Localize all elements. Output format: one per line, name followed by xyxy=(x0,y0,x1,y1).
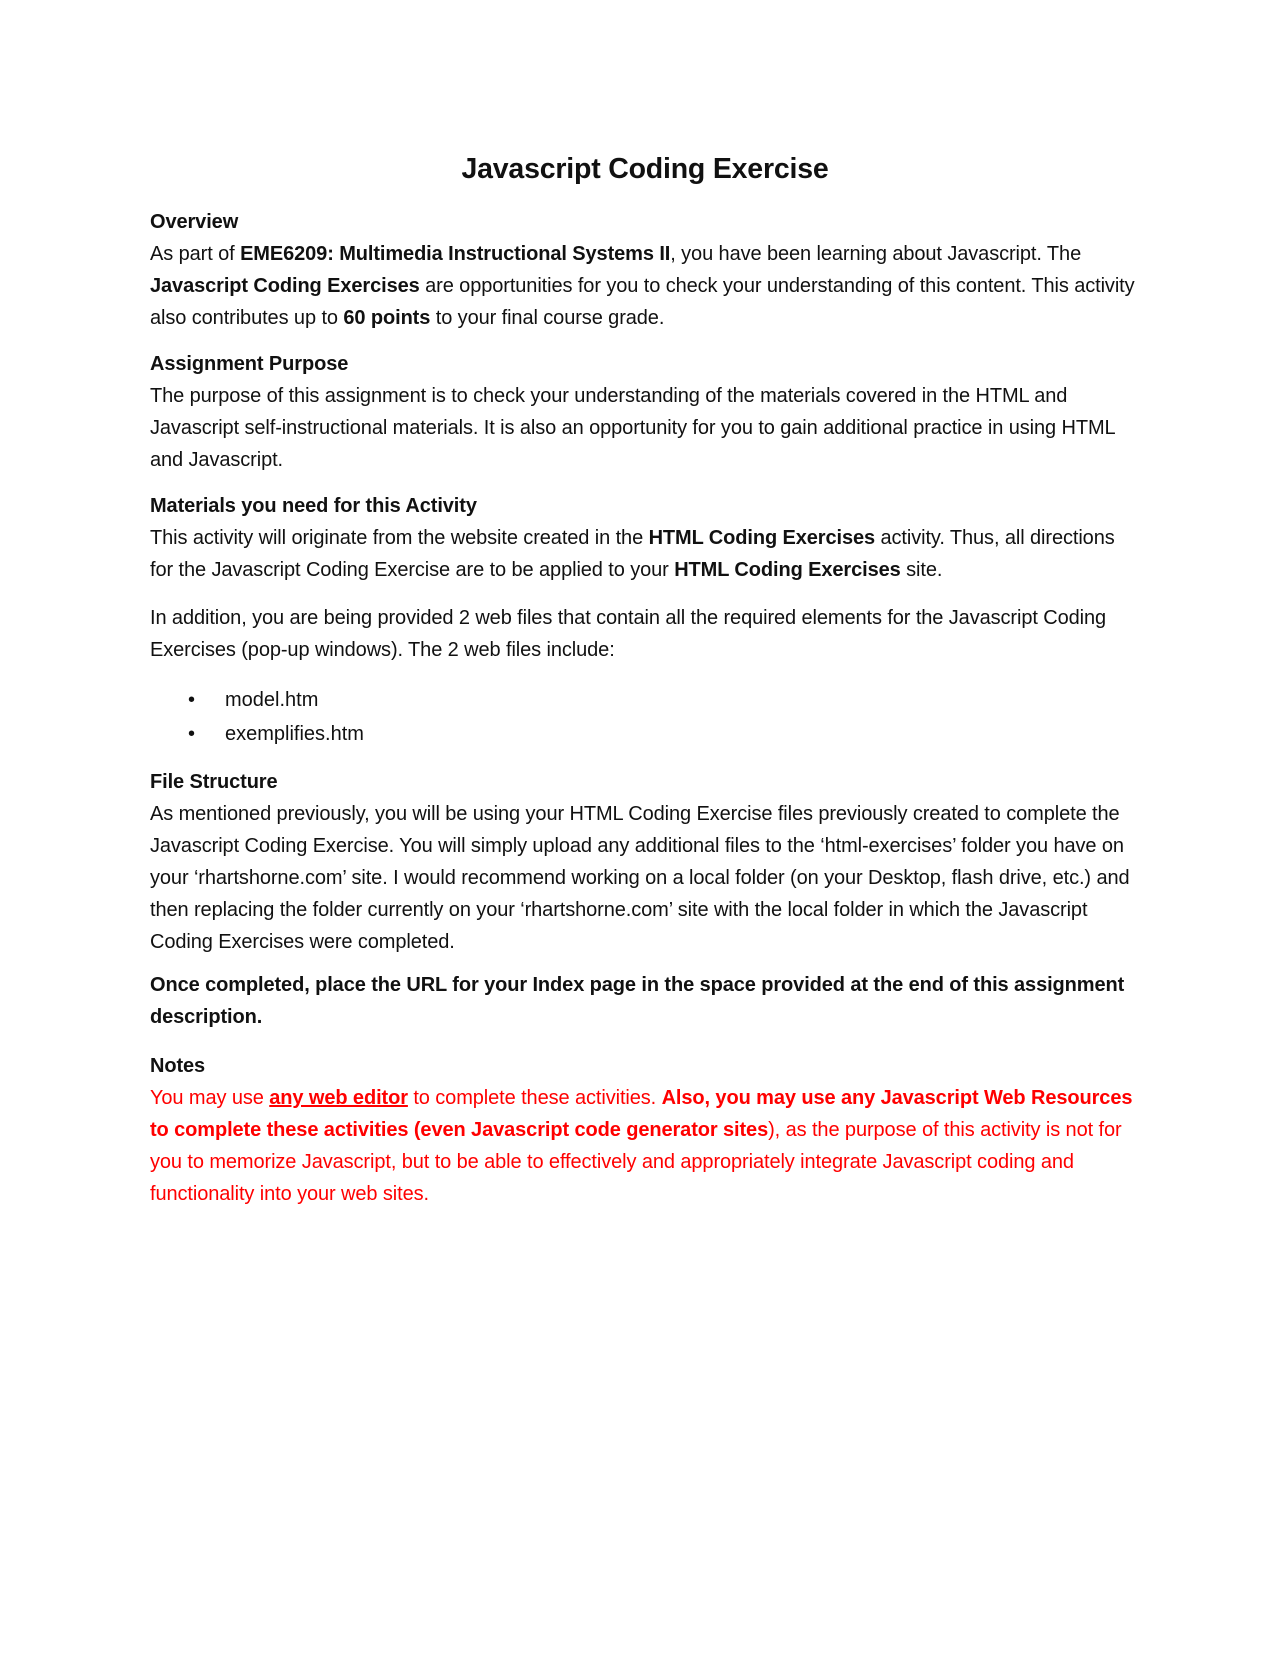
notes-heading: Notes xyxy=(150,1055,206,1077)
materials-heading: Materials you need for this Activity xyxy=(150,495,477,517)
overview-section xyxy=(150,206,1140,334)
purpose-section xyxy=(150,348,1140,476)
course-name: EME6209: Multimedia Instructional Systems II xyxy=(240,243,671,265)
file-list xyxy=(150,683,750,751)
materials-section xyxy=(150,490,1140,586)
addition-text: In addition, you are being provided 2 web files that contain all the required elements for the Javascript Coding Exercises (pop-up windows). The 2 web files include: xyxy=(150,607,1107,661)
exercises-name: Javascript Coding Exercises xyxy=(150,275,420,297)
structure-text: As mentioned previously, you will be using your HTML Coding Exercise files previously created to complete the Javascript Coding Exercise. You will simply upload any additional files to the ‘html-exercises’ folder you have on your ‘rhartshorne.com’ site. I would recommend working on a local folder (on your Desktop, flash drive, etc.) and then replacing the folder currently on your ‘rhartshorne.com’ site with the local folder in which the Javascript Coding Exercises were completed. xyxy=(150,803,1130,953)
points-value: 60 points xyxy=(343,307,431,329)
materials-text: This activity will originate from the website created in the HTML Coding Exercises activity. Thus, all directions for the Javascript Coding Exercise are to be applied to your HTML Coding Exercises site. xyxy=(150,527,1115,581)
web-editor-text: any web editor xyxy=(269,1087,408,1109)
addition-paragraph xyxy=(150,602,1140,666)
list-item: • exemplifies.htm xyxy=(150,717,750,751)
purpose-heading: Assignment Purpose xyxy=(150,353,349,375)
page-title: Javascript Coding Exercise xyxy=(461,153,829,185)
bullet-icon: • xyxy=(188,689,196,711)
structure-heading: File Structure xyxy=(150,771,278,793)
instruction-paragraph xyxy=(150,969,1140,1033)
purpose-text: The purpose of this assignment is to check your understanding of the materials covered in the HTML and Javascript self-instructional materials. It is also an opportunity for you to gain additional practice in using HTML and Javascript. xyxy=(150,385,1115,471)
bullet-icon: • xyxy=(188,723,196,745)
notes-text: You may use any web editor to complete these activities. Also, you may use any Javascript Web Resources to complete these activities (even Javascript code generator sites), as the purpose of this activity is not for you to memorize Javascript, but to be able to effectively and appropriately integrate Javascript coding and functionality into your web sites. xyxy=(150,1087,1133,1205)
list-item: • model.htm xyxy=(150,683,750,717)
notes-section xyxy=(150,1050,1140,1210)
instruction-text: Once completed, place the URL for your Index page in the space provided at the end of this assignment description. xyxy=(150,974,1125,1028)
structure-section xyxy=(150,766,1140,958)
overview-text: As part of EME6209: Multimedia Instructional Systems II, you have been learning about Javascript. The Javascript Coding Exercises are opportunities for you to check your understanding of this content. This activity also contributes up to 60 points to your final course grade. xyxy=(150,243,1135,329)
overview-heading: Overview xyxy=(150,211,239,233)
